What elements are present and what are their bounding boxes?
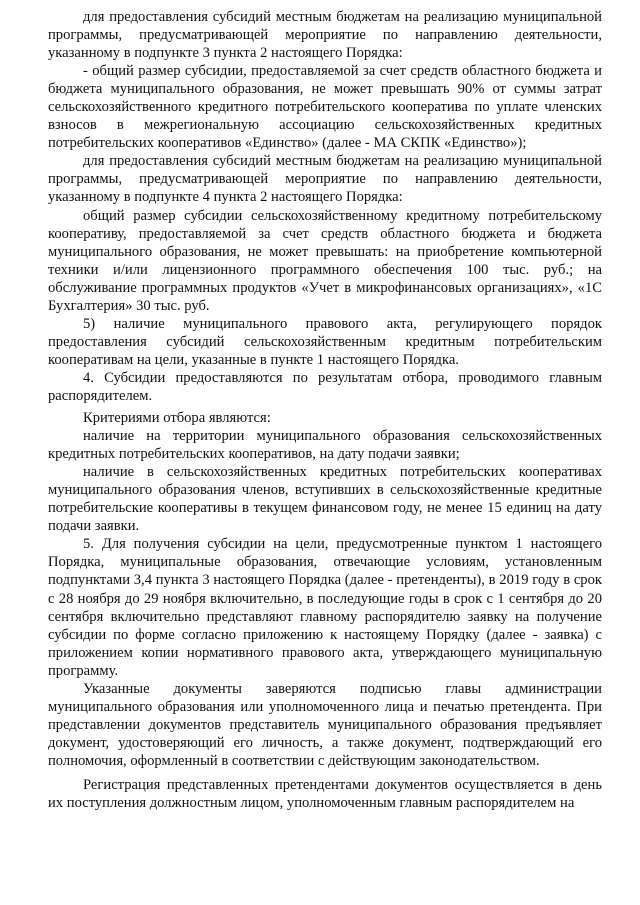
paragraph-subsidy-limit-software: общий размер субсидии сельскохозяйственному кредитному потребительскому кооперативу, предоставляемой за счет средств областного бюджета и бюджета муниципального образования, не может превышать: на приобретение компьютерной техники и/или лицензионного программного обеспечения 100 тыс. руб.; на обслуживание программных продуктов «Учет в микрофинансовых организациях», «1С Бухгалтерия» 30 тыс. руб. (48, 207, 602, 314)
paragraph-section-4: 4. Субсидии предоставляются по результатам отбора, проводимого главным распорядителем. (48, 369, 602, 404)
paragraph-criterion-1: наличие на территории муниципального образования сельскохозяйственных кредитных потребительских кооперативов, на дату подачи заявки; (48, 428, 602, 463)
paragraph-documents-certification: Указанные документы заверяются подписью главы администрации муниципального образования или уполномоченного лица и печатью претендента. При представлении документов представитель муниципального образования предъявляет документ, удостоверяющий его личность, а также документ, подтверждающий его полномочия, оформленный в соответствии с действующим законодательством. (48, 680, 602, 769)
paragraph-registration: Регистрация представленных претендентами документов осуществляется в день их поступления должностным лицом, уполномоченным главным распорядителем на (48, 776, 602, 812)
paragraph-item-5: 5) наличие муниципального правового акта, регулирующего порядок предоставления субсидий сельскохозяйственным кредитным потребительским кооперативам на цели, указанные в пункте 1 настоящего Порядка. (48, 315, 602, 368)
paragraph-subsidy-purpose-3: для предоставления субсидий местным бюджетам на реализацию муниципальной программы, предусматривающей мероприятие по направлению деятельности, указанному в подпункте 3 пункта 2 настоящего Порядка: (48, 9, 602, 62)
document-page (48, 8, 602, 812)
paragraph-criterion-2: наличие в сельскохозяйственных кредитных потребительских кооперативах муниципального образования членов, вступивших в сельскохозяйственные кредитные потребительские кооперативы в текущем финансовом году, не менее 15 единиц на дату подачи заявки. (48, 464, 602, 535)
paragraph-subsidy-purpose-4: для предоставления субсидий местным бюджетам на реализацию муниципальной программы, предусматривающей мероприятие по направлению деятельности, указанному в подпункте 4 пункта 2 настоящего Порядка: (48, 153, 602, 206)
paragraph-subsidy-limit-90: - общий размер субсидии, предоставляемой за счет средств областного бюджета и бюджета муниципального образования, не может превышать 90% от суммы затрат сельскохозяйственного кредитного потребительского кооператива по уплате членских взносов в межрегиональную ассоциацию сельскохозяйственных кредитных потребительских кооперативов «Единство» (далее - МА СКПК «Единство»); (48, 63, 602, 152)
paragraph-criteria-heading: Критериями отбора являются: (83, 410, 271, 427)
paragraph-section-5: 5. Для получения субсидии на цели, предусмотренные пунктом 1 настоящего Порядка, муниципальные образования, отвечающие условиям, установленным подпунктами 3,4 пункта 3 настоящего Порядка (далее - претенденты), в 2019 году в срок с 28 ноября до 29 ноября включительно, в последующие годы в срок с 1 сентября до 20 сентября включительно представляют главному распорядителю заявку на получение субсидии по форме согласно приложению к настоящему Порядку (далее - заявка) с приложением копии нормативного правового акта, утверждающего муниципальную программу. (48, 536, 602, 679)
